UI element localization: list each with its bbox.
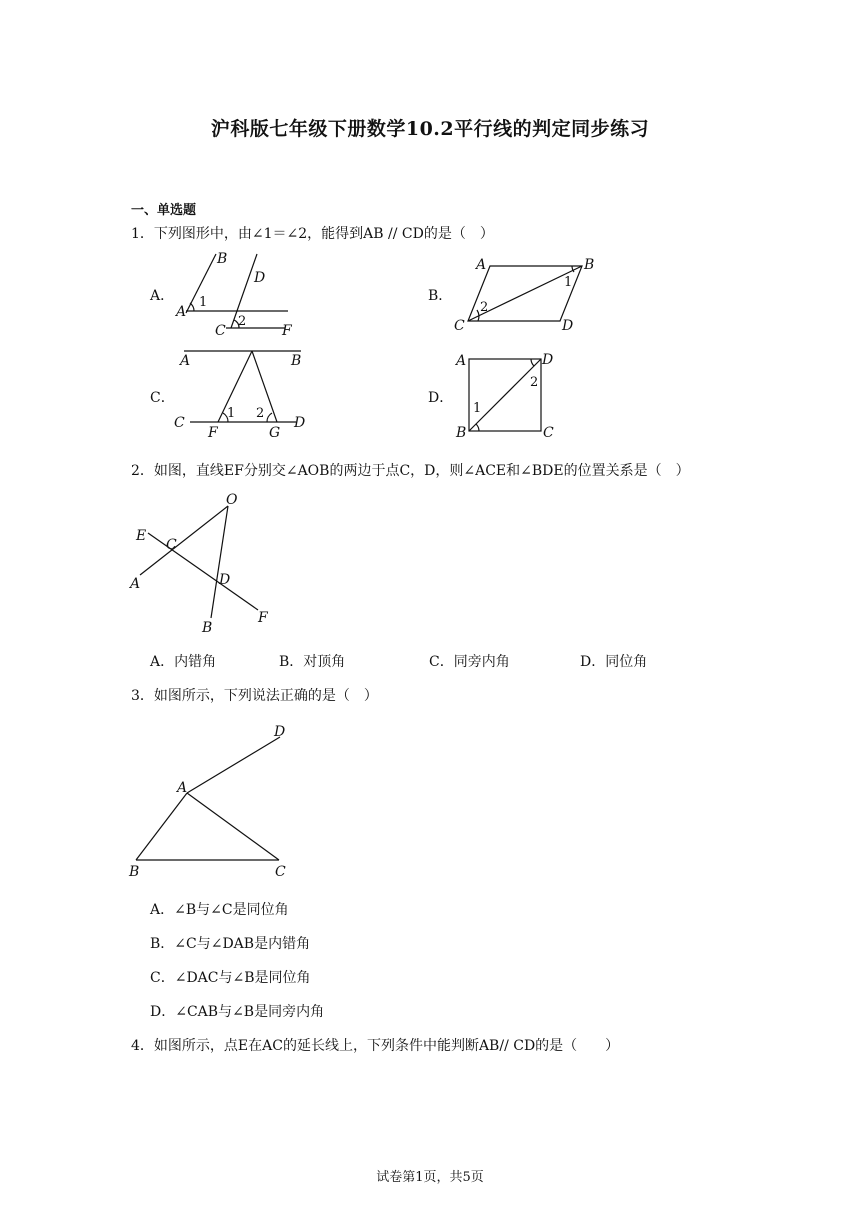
question-4-stem: 4．如图所示，点E在AC的延长线上，下列条件中能判断AB// CD的是（ ） xyxy=(131,1038,620,1054)
question-2-stem: 2．如图，直线EF分别交∠AOB的两边于点C，D，则∠ACE和∠BDE的位置关系是（ ） xyxy=(131,463,690,479)
fig-a-angle-1: 1 xyxy=(199,295,208,310)
section-heading: 一、单选题 xyxy=(131,203,197,218)
page-footer: 试卷第1页，共5页 xyxy=(376,1170,484,1185)
fig-d-label-b: B xyxy=(456,425,467,441)
q1-figure-b xyxy=(450,252,600,334)
fig-c-label-b: B xyxy=(291,353,302,369)
q3-label-c: C xyxy=(275,864,286,880)
fig-d-label-c: C xyxy=(543,425,554,441)
fig-c-angle-1: 1 xyxy=(227,406,236,421)
q2-label-f: F xyxy=(258,610,268,626)
q3-option-b: B．∠C与∠DAB是内错角 xyxy=(150,936,311,952)
fig-a-label-c: C xyxy=(215,323,226,339)
q2-label-d: D xyxy=(219,572,231,588)
fig-d-label-a: A xyxy=(456,353,467,369)
q3-label-b: B xyxy=(129,864,140,880)
q2-option-d: D．同位角 xyxy=(580,654,648,670)
fig-b-angle-2: 2 xyxy=(480,300,489,315)
q3-option-a: A．∠B与∠C是同位角 xyxy=(150,902,289,918)
q2-label-c: C xyxy=(166,537,177,553)
q2-label-e: E xyxy=(136,528,147,544)
fig-c-label-f: F xyxy=(208,425,218,441)
q2-option-a: A．内错角 xyxy=(150,654,217,670)
fig-b-label-c: C xyxy=(454,318,465,334)
q3-option-d: D．∠CAB与∠B是同旁内角 xyxy=(150,1004,325,1020)
fig-b-angle-1: 1 xyxy=(564,275,573,290)
fig-a-label-f: F xyxy=(282,323,292,339)
q1-figure-a xyxy=(170,248,300,340)
fig-a-label-b: B xyxy=(217,251,228,267)
fig-c-label-d: D xyxy=(294,415,306,431)
q1-option-d-label: D． xyxy=(428,390,454,406)
fig-c-label-c: C xyxy=(174,415,185,431)
fig-d-angle-2: 2 xyxy=(530,375,539,390)
q1-option-a-label: A． xyxy=(150,288,175,304)
fig-d-angle-1: 1 xyxy=(473,401,482,416)
fig-a-label-a: A xyxy=(176,304,187,320)
fig-d-label-d: D xyxy=(542,352,554,368)
q1-option-c-label: C． xyxy=(150,390,175,406)
question-3-stem: 3．如图所示，下列说法正确的是（ ） xyxy=(131,688,378,704)
q1-figure-d xyxy=(450,350,570,442)
q2-option-b: B．对顶角 xyxy=(279,654,346,670)
fig-b-label-d: D xyxy=(562,318,574,334)
q1-option-b-label: B． xyxy=(428,288,453,304)
fig-a-label-d: D xyxy=(254,270,266,286)
fig-b-label-a: A xyxy=(476,257,487,273)
q2-label-a: A xyxy=(130,576,141,592)
q2-option-c: C．同旁内角 xyxy=(429,654,510,670)
q1-figure-c xyxy=(170,343,310,441)
fig-b-label-b: B xyxy=(584,257,595,273)
q2-label-o: O xyxy=(226,492,238,508)
fig-a-angle-2: 2 xyxy=(238,314,247,329)
fig-c-angle-2: 2 xyxy=(256,406,265,421)
q3-label-d: D xyxy=(274,724,286,740)
q3-label-a: A xyxy=(177,780,188,796)
q2-label-b: B xyxy=(202,620,213,636)
fig-c-label-g: G xyxy=(269,425,281,441)
question-1-stem: 1．下列图形中，由∠1＝∠2，能得到AB // CD的是（ ） xyxy=(131,226,494,242)
q3-option-c: C．∠DAC与∠B是同位角 xyxy=(150,970,311,986)
q3-figure xyxy=(126,718,296,883)
page-title: 沪科版七年级下册数学10.2平行线的判定同步练习 xyxy=(210,118,650,140)
q2-figure xyxy=(128,490,278,638)
fig-c-label-a: A xyxy=(180,353,191,369)
